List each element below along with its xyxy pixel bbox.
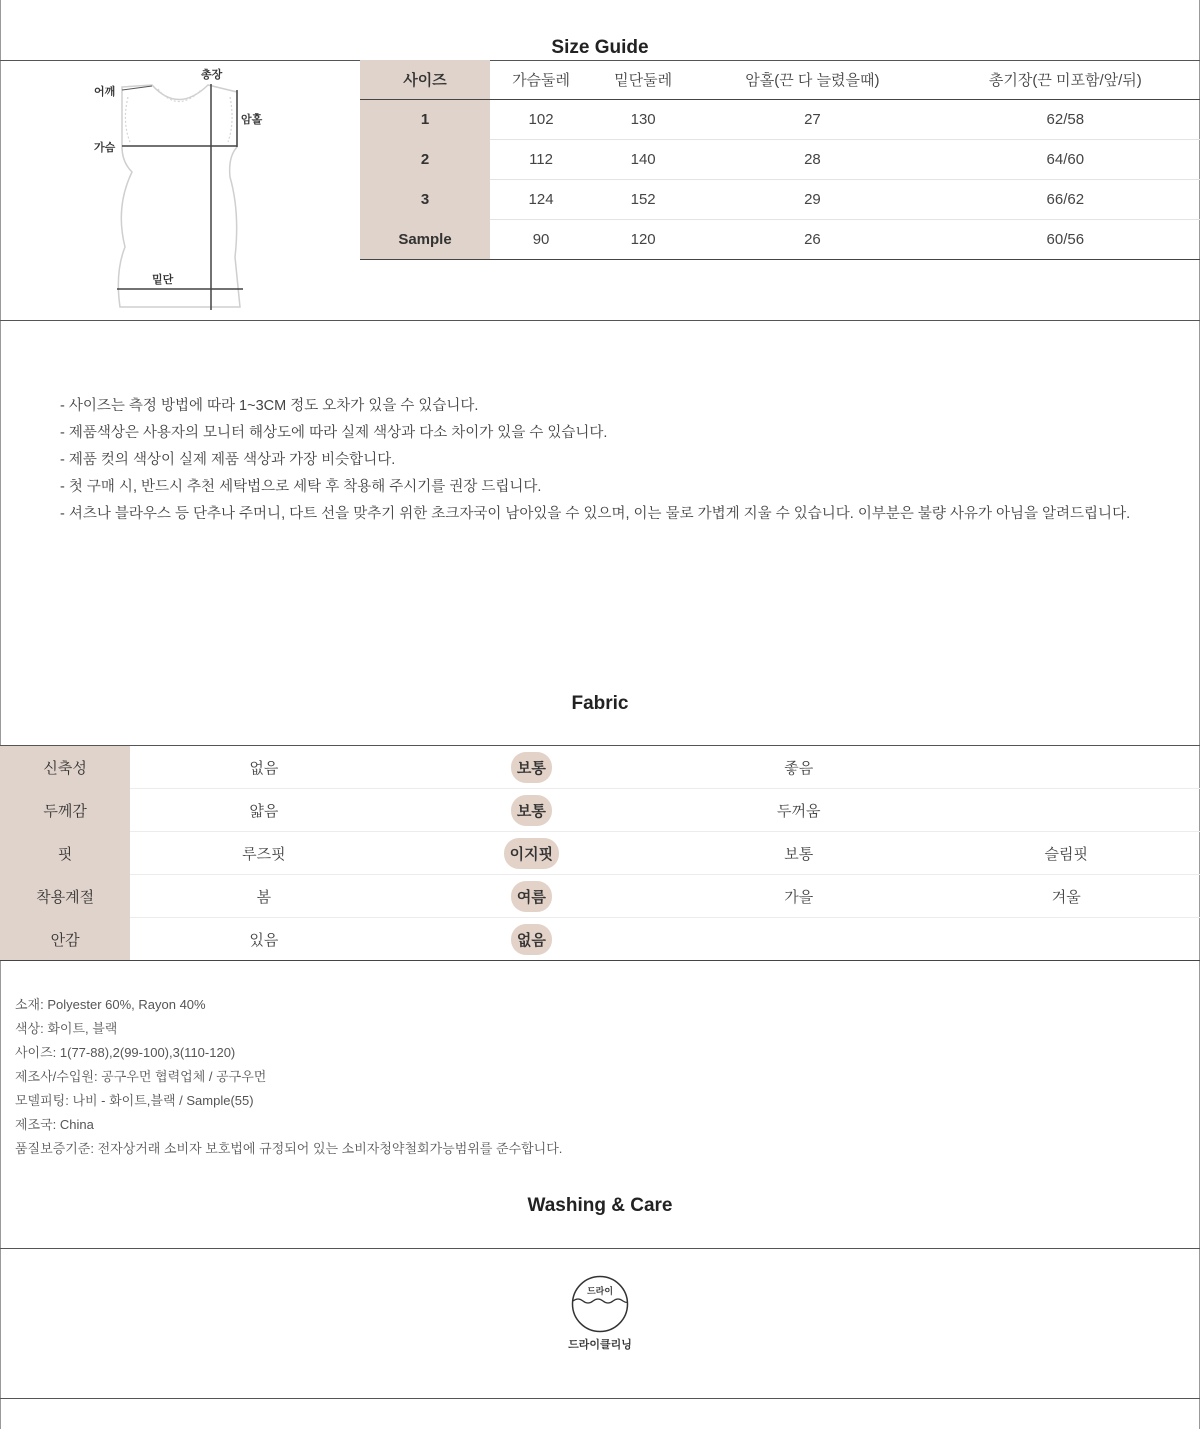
label-chest: 가슴 xyxy=(94,142,116,154)
dress-outline xyxy=(118,85,240,307)
fabric-option: 보통 xyxy=(665,832,932,875)
table-row xyxy=(360,220,1200,260)
fabric-row xyxy=(0,789,1200,832)
fabric-option: 있음 xyxy=(130,918,397,961)
table-cell: 112 xyxy=(490,140,592,180)
fabric-option xyxy=(933,746,1200,789)
table-cell: 27 xyxy=(694,100,930,140)
fabric-label: 신축성 xyxy=(0,746,130,789)
fabric-table xyxy=(0,746,1200,961)
fabric-label: 핏 xyxy=(0,832,130,875)
table-row xyxy=(360,140,1200,180)
table-cell: 124 xyxy=(490,180,592,220)
size-cell: Sample xyxy=(360,220,490,260)
note-item: - 첫 구매 시, 반드시 추천 세탁법으로 세탁 후 착용해 주시기를 권장 드립니다. xyxy=(60,479,542,495)
fabric-option: 루즈핏 xyxy=(130,832,397,875)
table-cell: 140 xyxy=(592,140,694,180)
notes-list xyxy=(60,393,1130,528)
header-hem: 밑단둘레 xyxy=(592,60,694,100)
fabric-option: 가을 xyxy=(665,875,932,918)
garment-size-diagram xyxy=(80,62,280,317)
note-item: - 제품색상은 사용자의 모니터 해상도에 따라 실제 색상과 다소 차이가 있을 수 있습니다. xyxy=(60,425,608,441)
fabric-option-selected: 이지핏 xyxy=(398,832,665,875)
divider xyxy=(0,320,1200,321)
info-manufacturer: 제조사/수입원: 공구우먼 협력업체 / 공구우먼 xyxy=(15,1069,267,1084)
header-armhole: 암홀(끈 다 늘렸을때) xyxy=(694,60,930,100)
table-cell: 90 xyxy=(490,220,592,260)
fabric-option: 슬림핏 xyxy=(933,832,1200,875)
info-origin: 제조국: China xyxy=(15,1117,94,1132)
fabric-row xyxy=(0,832,1200,875)
dry-clean-icon xyxy=(568,1275,632,1333)
fabric-option-selected: 여름 xyxy=(398,875,665,918)
fabric-option: 없음 xyxy=(130,746,397,789)
fabric-option: 두꺼움 xyxy=(665,789,932,832)
size-cell: 2 xyxy=(360,140,490,180)
table-cell: 62/58 xyxy=(931,100,1200,140)
fabric-option-selected: 보통 xyxy=(398,789,665,832)
label-hem: 밑단 xyxy=(152,274,174,286)
size-table-header-row xyxy=(360,60,1200,100)
fabric-label: 안감 xyxy=(0,918,130,961)
table-cell: 28 xyxy=(694,140,930,180)
fabric-label: 착용계절 xyxy=(0,875,130,918)
fabric-option: 겨울 xyxy=(933,875,1200,918)
label-armhole: 암홀 xyxy=(241,114,263,126)
fabric-option xyxy=(665,918,932,961)
table-cell: 66/62 xyxy=(931,180,1200,220)
fabric-option: 얇음 xyxy=(130,789,397,832)
table-cell: 102 xyxy=(490,100,592,140)
info-material: 소재: Polyester 60%, Rayon 40% xyxy=(15,997,206,1012)
fabric-option-selected: 없음 xyxy=(398,918,665,961)
divider xyxy=(0,1398,1200,1399)
table-cell: 64/60 xyxy=(931,140,1200,180)
info-color: 색상: 화이트, 블랙 xyxy=(15,1021,118,1036)
table-cell: 130 xyxy=(592,100,694,140)
fabric-option xyxy=(933,789,1200,832)
size-cell: 1 xyxy=(360,100,490,140)
product-info xyxy=(15,993,562,1161)
note-item: - 셔츠나 블라우스 등 단추나 주머니, 다트 선을 맞추기 위한 초크자국이 남아있을 수 있으며, 이는 물로 가볍게 지울 수 있습니다. 이부분은 불량 사유가 아님을 알려드립니다. xyxy=(60,506,1131,522)
fabric-label: 두께감 xyxy=(0,789,130,832)
size-guide-title: Size Guide xyxy=(551,37,649,58)
size-cell: 3 xyxy=(360,180,490,220)
note-item: - 제품 컷의 색상이 실제 제품 색상과 가장 비슷합니다. xyxy=(60,452,396,468)
dry-icon-text: 드라이 xyxy=(586,1286,614,1296)
fabric-option: 좋음 xyxy=(665,746,932,789)
fabric-title: Fabric xyxy=(571,693,629,714)
label-shoulder: 어깨 xyxy=(94,86,116,98)
table-cell: 60/56 xyxy=(931,220,1200,260)
fabric-row xyxy=(0,875,1200,918)
note-item: - 사이즈는 측정 방법에 따라 1~3CM 정도 오차가 있을 수 있습니다. xyxy=(60,398,479,414)
table-cell: 152 xyxy=(592,180,694,220)
fabric-row xyxy=(0,746,1200,789)
table-cell: 26 xyxy=(694,220,930,260)
size-table xyxy=(360,60,1200,260)
care-title: Washing & Care xyxy=(527,1195,673,1216)
info-size: 사이즈: 1(77-88),2(99-100),3(110-120) xyxy=(15,1045,236,1060)
fabric-option-selected: 보통 xyxy=(398,746,665,789)
header-size: 사이즈 xyxy=(360,60,490,100)
info-model-fitting: 모델피팅: 나비 - 화이트,블랙 / Sample(55) xyxy=(15,1093,254,1108)
table-row xyxy=(360,100,1200,140)
header-chest: 가슴둘레 xyxy=(490,60,592,100)
table-row xyxy=(360,180,1200,220)
header-length: 총기장(끈 미포함/앞/뒤) xyxy=(931,60,1200,100)
table-cell: 29 xyxy=(694,180,930,220)
care-label: 드라이클리닝 xyxy=(568,1339,632,1351)
fabric-option: 봄 xyxy=(130,875,397,918)
label-length: 총장 xyxy=(201,69,223,81)
table-cell: 120 xyxy=(592,220,694,260)
divider xyxy=(0,1248,1200,1249)
fabric-row xyxy=(0,918,1200,961)
fabric-option xyxy=(933,918,1200,961)
info-quality: 품질보증기준: 전자상거래 소비자 보호법에 규정되어 있는 소비자청약철회가능범위를 준수합니다. xyxy=(15,1141,563,1156)
